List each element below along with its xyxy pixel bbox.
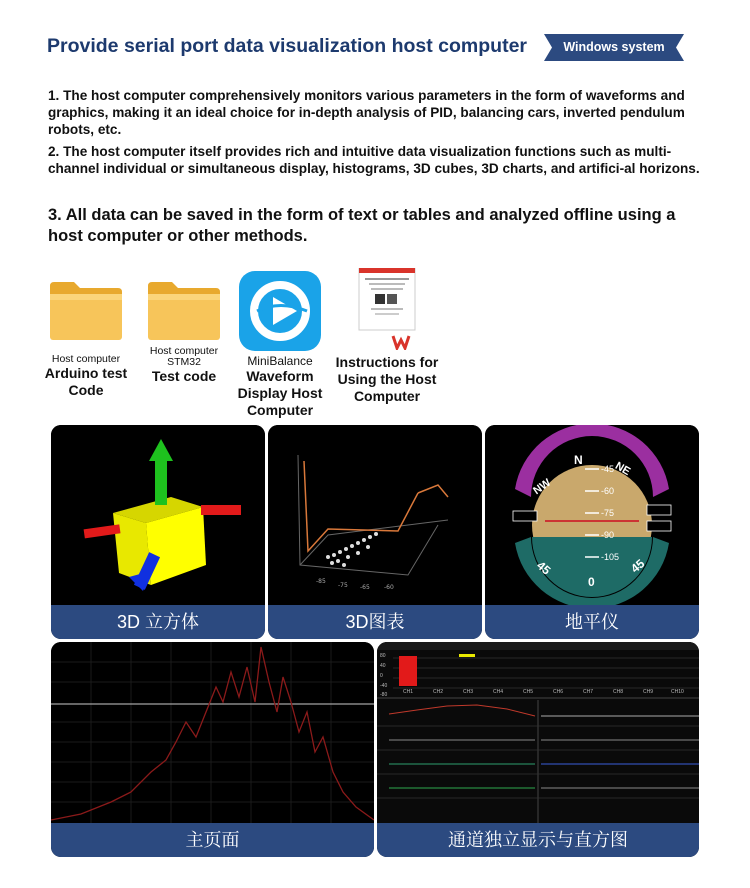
panel-caption: 通道独立显示与直方图 (377, 823, 699, 857)
channel-label: CH4 (493, 689, 504, 695)
pitch-label: -105 (601, 552, 620, 562)
feature-paragraph-1: 1. The host computer comprehensively monitors various parameters in the form of waveforms and graphics, making it an ideal choice for in-depth analysis of PID, balancing cars, inverted pendulum robots, etc. (48, 88, 685, 137)
file-small-label-2: STM32 (167, 356, 201, 368)
channel-label: CH2 (433, 689, 444, 695)
panel-3d-cube[interactable] (51, 425, 265, 639)
pitch-label: -90 (601, 530, 615, 540)
channel-label: CH7 (583, 689, 594, 695)
pitch-label: -75 (601, 508, 615, 518)
svg-text:-75: -75 (338, 582, 348, 589)
file-label-line-1: Arduino test (44, 365, 128, 381)
roll-label-right: 45 (628, 556, 648, 576)
y-tick-label: 0 (380, 673, 383, 679)
compass-ne: NE (613, 459, 633, 479)
svg-text:-60: -60 (384, 584, 394, 591)
folder-icon (146, 278, 222, 342)
pitch-label: -45 (601, 464, 615, 474)
3d-cube-visual (51, 425, 265, 605)
panel-caption: 3D 立方体 (51, 605, 265, 639)
panel-caption: 地平仪 (485, 605, 699, 639)
feature-paragraph-3: 3. All data can be saved in the form of text or tables and analyzed offline using a host computer or other methods. (48, 206, 676, 245)
panel-caption: 主页面 (51, 823, 374, 857)
y-tick-label: -80 (380, 692, 388, 698)
channel-label: CH8 (613, 689, 624, 695)
file-label-line-1: Waveform (246, 368, 314, 384)
windows-system-badge (544, 34, 684, 61)
y-tick-label: 80 (380, 653, 386, 659)
svg-text:-65: -65 (360, 584, 370, 591)
panel-caption: 3D图表 (268, 605, 482, 639)
compass-n: N (574, 453, 583, 467)
channel-label: CH5 (523, 689, 534, 695)
y-tick-label: 40 (380, 663, 386, 669)
pitch-label: -60 (601, 486, 615, 496)
channel-label: CH10 (671, 689, 684, 695)
channel-label: CH1 (403, 689, 414, 695)
file-label-line-3: Computer (353, 388, 421, 404)
file-arduino-test-code[interactable] (36, 278, 136, 399)
document-thumbnail-icon (357, 268, 417, 350)
panel-3d-chart[interactable] (268, 425, 482, 639)
file-instructions-document[interactable] (326, 268, 448, 405)
file-label-line-3: Computer (246, 402, 314, 418)
panel-main-page[interactable] (51, 642, 374, 857)
y-tick-label: -40 (380, 683, 388, 689)
file-label-line-2: Code (68, 382, 104, 398)
svg-text:-85: -85 (316, 578, 326, 585)
file-label-line-1: Test code (151, 368, 217, 384)
roll-label-left: 45 (534, 558, 554, 578)
waveform-visual (51, 642, 374, 823)
file-small-label: Host computer (51, 353, 121, 365)
page-title: Provide serial port data visualization host computer (47, 35, 528, 57)
channel-histogram-visual (377, 642, 699, 823)
channel-label: CH9 (643, 689, 654, 695)
3d-chart-visual (268, 425, 482, 605)
badge-label: Windows system (563, 40, 665, 54)
feature-paragraph-2: 2. The host computer itself provides rich and intuitive data visualization functions such as multi-channel individual or simultaneous display, histograms, 3D cubes, 3D charts, and artifici-al horizons. (48, 144, 700, 176)
channel-label: CH3 (463, 689, 474, 695)
minibalance-app-icon (237, 270, 323, 352)
file-label-line-1: Instructions for (335, 354, 439, 370)
channel-label: CH6 (553, 689, 564, 695)
app-name: MiniBalance (247, 354, 313, 368)
roll-label-center: 0 (588, 575, 595, 589)
folder-icon (48, 278, 124, 342)
panel-channel-histogram[interactable] (377, 642, 699, 857)
file-label-line-2: Display Host (237, 385, 323, 401)
file-small-label: Host computer (149, 345, 219, 357)
file-minibalance-app[interactable] (228, 270, 332, 419)
file-stm32-test-code[interactable] (134, 278, 234, 385)
compass-nw: NW (531, 476, 554, 498)
file-label-line-2: Using the Host (337, 371, 437, 387)
panel-artificial-horizon[interactable] (485, 425, 699, 639)
